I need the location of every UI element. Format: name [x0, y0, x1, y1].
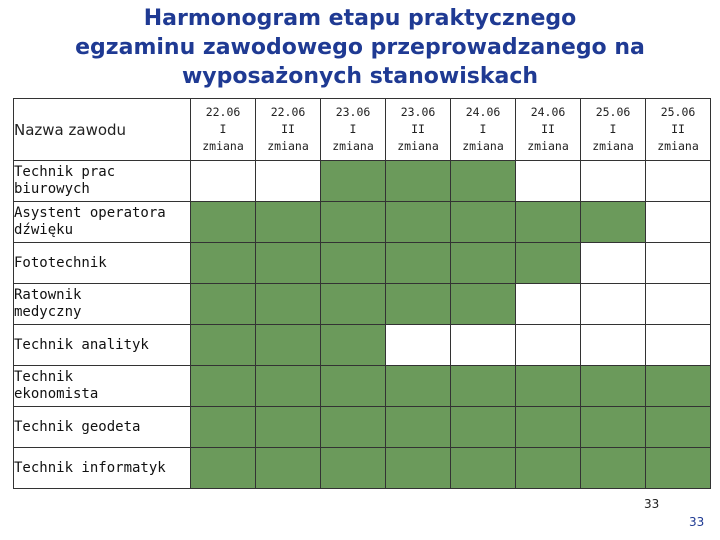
- empty-cell: [581, 325, 646, 366]
- scheduled-cell: [321, 448, 386, 489]
- header-word: zmiana: [657, 139, 699, 153]
- profession-cell: [14, 284, 191, 325]
- schedule-table: [13, 98, 711, 489]
- column-header-shift: [581, 99, 646, 161]
- scheduled-cell: [386, 243, 451, 284]
- scheduled-cell: [646, 448, 711, 489]
- header-date: 23.06: [335, 105, 371, 119]
- scheduled-cell: [256, 407, 321, 448]
- header-row: [14, 99, 711, 161]
- profession-name: Technik analityk: [14, 336, 149, 353]
- empty-cell: [516, 325, 581, 366]
- scheduled-cell: [581, 448, 646, 489]
- empty-cell: [646, 325, 711, 366]
- header-date: 24.06: [465, 105, 501, 119]
- header-shift: I: [609, 122, 617, 136]
- header-word: zmiana: [397, 139, 439, 153]
- profession-name: Technik informatyk: [14, 459, 166, 476]
- empty-cell: [191, 161, 256, 202]
- scheduled-cell: [321, 284, 386, 325]
- table-row: [14, 202, 711, 243]
- scheduled-cell: [451, 161, 516, 202]
- schedule-body: [14, 99, 711, 489]
- table-row: [14, 366, 711, 407]
- slide-number: 33: [689, 515, 705, 529]
- profession-name: Fototechnik: [14, 254, 107, 271]
- header-date: 23.06: [400, 105, 436, 119]
- column-header-shift: [321, 99, 386, 161]
- scheduled-cell: [516, 407, 581, 448]
- profession-cell: [14, 161, 191, 202]
- scheduled-cell: [386, 366, 451, 407]
- scheduled-cell: [191, 284, 256, 325]
- scheduled-cell: [256, 243, 321, 284]
- scheduled-cell: [191, 325, 256, 366]
- profession-cell: [14, 202, 191, 243]
- header-date: 24.06: [530, 105, 566, 119]
- column-header-shift: [191, 99, 256, 161]
- scheduled-cell: [386, 448, 451, 489]
- title-line-3: wyposażonych stanowiskach: [181, 64, 539, 89]
- table-row: [14, 161, 711, 202]
- scheduled-cell: [646, 366, 711, 407]
- scheduled-cell: [191, 366, 256, 407]
- scheduled-cell: [256, 284, 321, 325]
- header-word: zmiana: [332, 139, 374, 153]
- header-word: zmiana: [592, 139, 634, 153]
- scheduled-cell: [386, 407, 451, 448]
- profession-name: Ratownik medyczny: [14, 287, 82, 320]
- scheduled-cell: [256, 325, 321, 366]
- scheduled-cell: [581, 407, 646, 448]
- table-row: [14, 243, 711, 284]
- column-header-profession: Nazwa zawodu: [14, 99, 191, 161]
- empty-cell: [256, 161, 321, 202]
- header-shift: II: [671, 122, 685, 136]
- scheduled-cell: [321, 161, 386, 202]
- scheduled-cell: [256, 202, 321, 243]
- profession-cell: [14, 407, 191, 448]
- header-date: 25.06: [595, 105, 631, 119]
- scheduled-cell: [581, 202, 646, 243]
- scheduled-cell: [256, 448, 321, 489]
- empty-cell: [386, 325, 451, 366]
- header-shift: I: [479, 122, 487, 136]
- scheduled-cell: [191, 448, 256, 489]
- scheduled-cell: [516, 366, 581, 407]
- header-date: 25.06: [660, 105, 696, 119]
- scheduled-cell: [191, 202, 256, 243]
- header-shift: I: [219, 122, 227, 136]
- profession-name: Technik geodeta: [14, 418, 141, 435]
- scheduled-cell: [516, 448, 581, 489]
- profession-name: Technik ekonomista: [14, 369, 99, 402]
- scheduled-cell: [646, 407, 711, 448]
- header-date: 22.06: [205, 105, 241, 119]
- scheduled-cell: [386, 284, 451, 325]
- column-header-shift: [646, 99, 711, 161]
- scheduled-cell: [321, 366, 386, 407]
- page-number: 33: [644, 497, 660, 511]
- empty-cell: [646, 284, 711, 325]
- header-word: zmiana: [527, 139, 569, 153]
- empty-cell: [451, 325, 516, 366]
- scheduled-cell: [321, 202, 386, 243]
- scheduled-cell: [386, 161, 451, 202]
- header-word: zmiana: [267, 139, 309, 153]
- header-shift: II: [281, 122, 295, 136]
- empty-cell: [646, 202, 711, 243]
- empty-cell: [646, 243, 711, 284]
- header-shift: II: [411, 122, 425, 136]
- scheduled-cell: [451, 284, 516, 325]
- scheduled-cell: [321, 325, 386, 366]
- slide-title: [0, 4, 720, 91]
- scheduled-cell: [386, 202, 451, 243]
- header-shift: I: [349, 122, 357, 136]
- column-header-shift: [451, 99, 516, 161]
- table-row: [14, 448, 711, 489]
- profession-name: Technik prac biurowych: [14, 164, 116, 197]
- column-header-shift: [516, 99, 581, 161]
- profession-cell: [14, 448, 191, 489]
- scheduled-cell: [451, 448, 516, 489]
- header-word: zmiana: [202, 139, 244, 153]
- scheduled-cell: [451, 202, 516, 243]
- empty-cell: [581, 284, 646, 325]
- scheduled-cell: [256, 366, 321, 407]
- profession-cell: [14, 243, 191, 284]
- title-line-2: egzaminu zawodowego przeprowadzanego na: [75, 35, 645, 60]
- profession-cell: [14, 325, 191, 366]
- empty-cell: [516, 161, 581, 202]
- scheduled-cell: [451, 243, 516, 284]
- empty-cell: [581, 161, 646, 202]
- profession-cell: [14, 366, 191, 407]
- scheduled-cell: [191, 407, 256, 448]
- column-header-shift: [256, 99, 321, 161]
- scheduled-cell: [321, 243, 386, 284]
- scheduled-cell: [451, 366, 516, 407]
- header-word: zmiana: [462, 139, 504, 153]
- column-header-shift: [386, 99, 451, 161]
- scheduled-cell: [451, 407, 516, 448]
- table-row: [14, 407, 711, 448]
- scheduled-cell: [516, 243, 581, 284]
- header-date: 22.06: [270, 105, 306, 119]
- empty-cell: [516, 284, 581, 325]
- empty-cell: [581, 243, 646, 284]
- scheduled-cell: [516, 202, 581, 243]
- profession-name: Asystent operatora dźwięku: [14, 205, 166, 238]
- scheduled-cell: [321, 407, 386, 448]
- scheduled-cell: [191, 243, 256, 284]
- table-row: [14, 284, 711, 325]
- title-line-1: Harmonogram etapu praktycznego: [143, 6, 577, 31]
- header-shift: II: [541, 122, 555, 136]
- table-row: [14, 325, 711, 366]
- empty-cell: [646, 161, 711, 202]
- scheduled-cell: [581, 366, 646, 407]
